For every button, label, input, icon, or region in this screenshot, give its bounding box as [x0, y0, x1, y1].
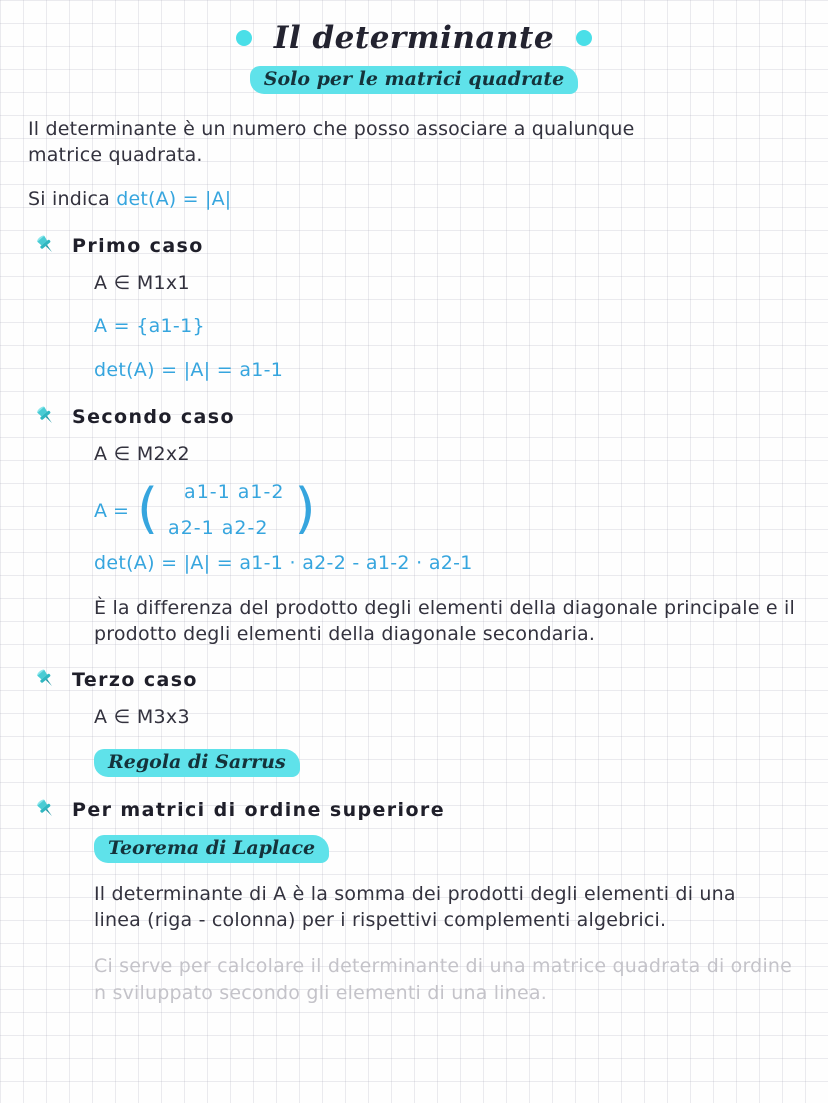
- notation-line: [28, 186, 800, 212]
- highlight-row: [94, 749, 800, 777]
- highlight-row: [94, 835, 800, 863]
- section-heading-row: [32, 233, 800, 259]
- section-body: [94, 705, 800, 777]
- membership-formula: A ∈ M3x3: [94, 706, 190, 729]
- notation-prefix: Si indica: [28, 188, 110, 211]
- section-heading: Primo caso: [72, 234, 204, 257]
- section-terzo-caso: [28, 667, 800, 777]
- determinant-formula: det(A) = |A| = a1-1 · a2-2 - a1-2 · a2-1: [94, 552, 473, 575]
- membership-formula: A ∈ M1x1: [94, 271, 190, 294]
- decorative-dot-right-icon: [576, 30, 592, 46]
- section-heading-row: [32, 667, 800, 693]
- section-body: [94, 442, 800, 648]
- section-heading: Per matrici di ordine superiore: [72, 798, 445, 821]
- section-heading: Terzo caso: [72, 669, 198, 692]
- subtitle-highlight: Solo per le matrici quadrate: [250, 66, 579, 94]
- pushpin-icon: [32, 667, 58, 693]
- matrix-row-1: a1-1 a1-2: [184, 481, 285, 504]
- matrix-open-paren: (: [136, 476, 159, 540]
- matrix-close-paren: ): [294, 476, 316, 540]
- section-heading-row: [32, 797, 800, 823]
- intro-paragraph: Il determinante è un numero che posso associare a qualunque matrice quadrata.: [28, 118, 635, 167]
- section-ordine-superiore: [28, 797, 800, 1006]
- section-secondo-caso: [28, 404, 800, 648]
- laplace-paragraph: Il determinante di A è la somma dei prodotti degli elementi di una linea (riga - colonna) per i rispettivi complementi algebrici.: [94, 882, 736, 932]
- subtitle-row: [28, 66, 800, 94]
- matrix-row-2: a2-1 a2-2: [168, 517, 269, 540]
- pushpin-icon: [32, 797, 58, 823]
- section-heading-row: [32, 404, 800, 430]
- matrix-expression: [94, 476, 800, 540]
- membership-formula: A ∈ M2x2: [94, 442, 190, 465]
- page-title: Il determinante: [273, 20, 555, 56]
- section-heading: Secondo caso: [72, 405, 235, 428]
- matrix-rows: [162, 481, 290, 540]
- laplace-theorem-highlight: Teorema di Laplace: [94, 835, 329, 863]
- section-primo-caso: [28, 233, 800, 384]
- section-body: [94, 835, 800, 1006]
- explanation-paragraph: È la differenza del prodotto degli elementi della diagonale principale e il prodotto degli elementi della diagonale secondaria.: [94, 596, 795, 646]
- decorative-dot-left-icon: [236, 30, 252, 46]
- notation-formula: det(A) = |A|: [116, 188, 232, 211]
- determinant-formula: det(A) = |A| = a1-1: [94, 358, 284, 381]
- sarrus-rule-highlight: Regola di Sarrus: [94, 749, 300, 777]
- section-body: [94, 271, 800, 384]
- matrix-lhs: A =: [94, 500, 129, 523]
- pushpin-icon: [32, 404, 58, 430]
- page-header: [28, 20, 800, 56]
- gray-note-paragraph: Ci serve per calcolare il determinante di una matrice quadrata di ordine n sviluppato secondo gli elementi di una linea.: [94, 955, 793, 1004]
- pushpin-icon: [32, 233, 58, 259]
- matrix-definition-formula: A = {a1-1}: [94, 315, 205, 338]
